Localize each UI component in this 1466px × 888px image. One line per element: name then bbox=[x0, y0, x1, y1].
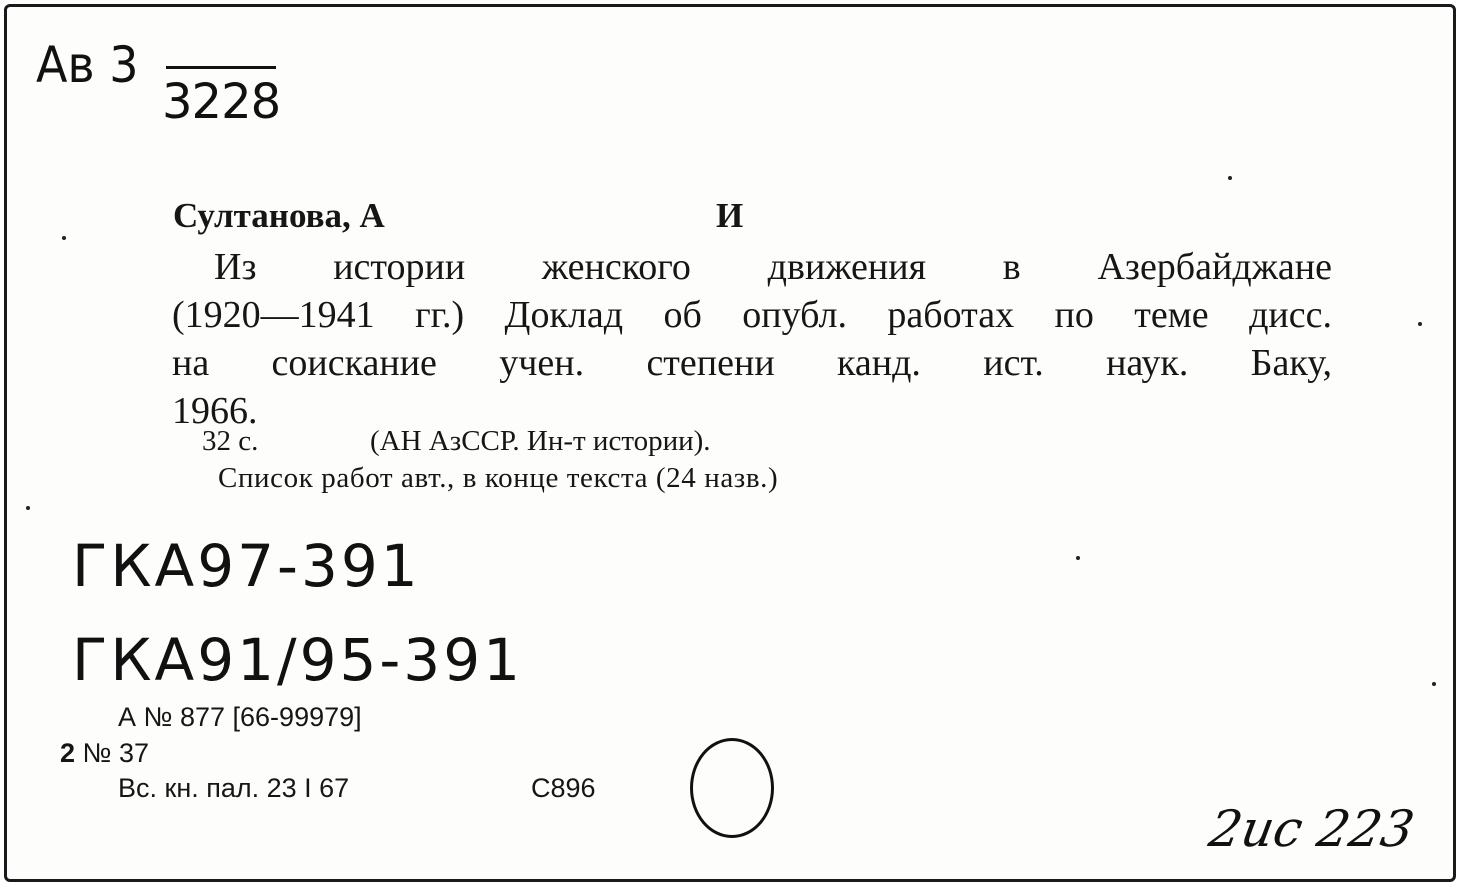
scan-speck bbox=[1432, 682, 1436, 686]
page-count: 32 с. bbox=[202, 425, 259, 457]
book-chamber-record: Вс. кн. пал. 23 I 67 bbox=[118, 773, 350, 803]
copy-number-value: № 37 bbox=[82, 738, 150, 768]
inventory-mark: 2ис 223 bbox=[1204, 800, 1419, 858]
bibliography-note: Список работ авт., в конце текста (24 назв.) bbox=[218, 462, 779, 494]
copy-count: 2 bbox=[60, 738, 76, 768]
stamp-circle bbox=[690, 738, 774, 838]
shelf-mark-prefix: Ав 3 bbox=[36, 36, 139, 94]
title-line: (1920—1941 гг.) Доклад об опубл. работах по теме дисс. bbox=[172, 294, 1332, 336]
scan-speck bbox=[62, 236, 66, 240]
scan-speck bbox=[1076, 556, 1080, 560]
scan-speck bbox=[26, 506, 30, 510]
call-number: ГКА97-391 bbox=[72, 532, 421, 600]
scan-speck bbox=[1418, 322, 1422, 326]
title-line: 1966. bbox=[172, 390, 258, 432]
shelf-mark-divider bbox=[166, 66, 276, 69]
shelf-mark-number: 3228 bbox=[162, 74, 281, 130]
author-initial: И bbox=[716, 196, 744, 235]
print-code: С896 bbox=[531, 773, 596, 803]
order-number: А № 877 [66-99979] bbox=[118, 702, 362, 732]
series-note: (АН АзССР. Ин-т истории). bbox=[370, 425, 711, 457]
copy-number bbox=[60, 738, 149, 769]
title-description bbox=[172, 243, 1332, 435]
author-name: Султанова, А bbox=[173, 196, 385, 235]
call-number: ГКА91/95-391 bbox=[72, 626, 524, 694]
title-line: Из истории женского движения в Азербайджане bbox=[214, 246, 1332, 288]
scan-speck bbox=[1228, 176, 1232, 180]
title-line: на соискание учен. степени канд. ист. наук. Баку, bbox=[172, 342, 1332, 384]
